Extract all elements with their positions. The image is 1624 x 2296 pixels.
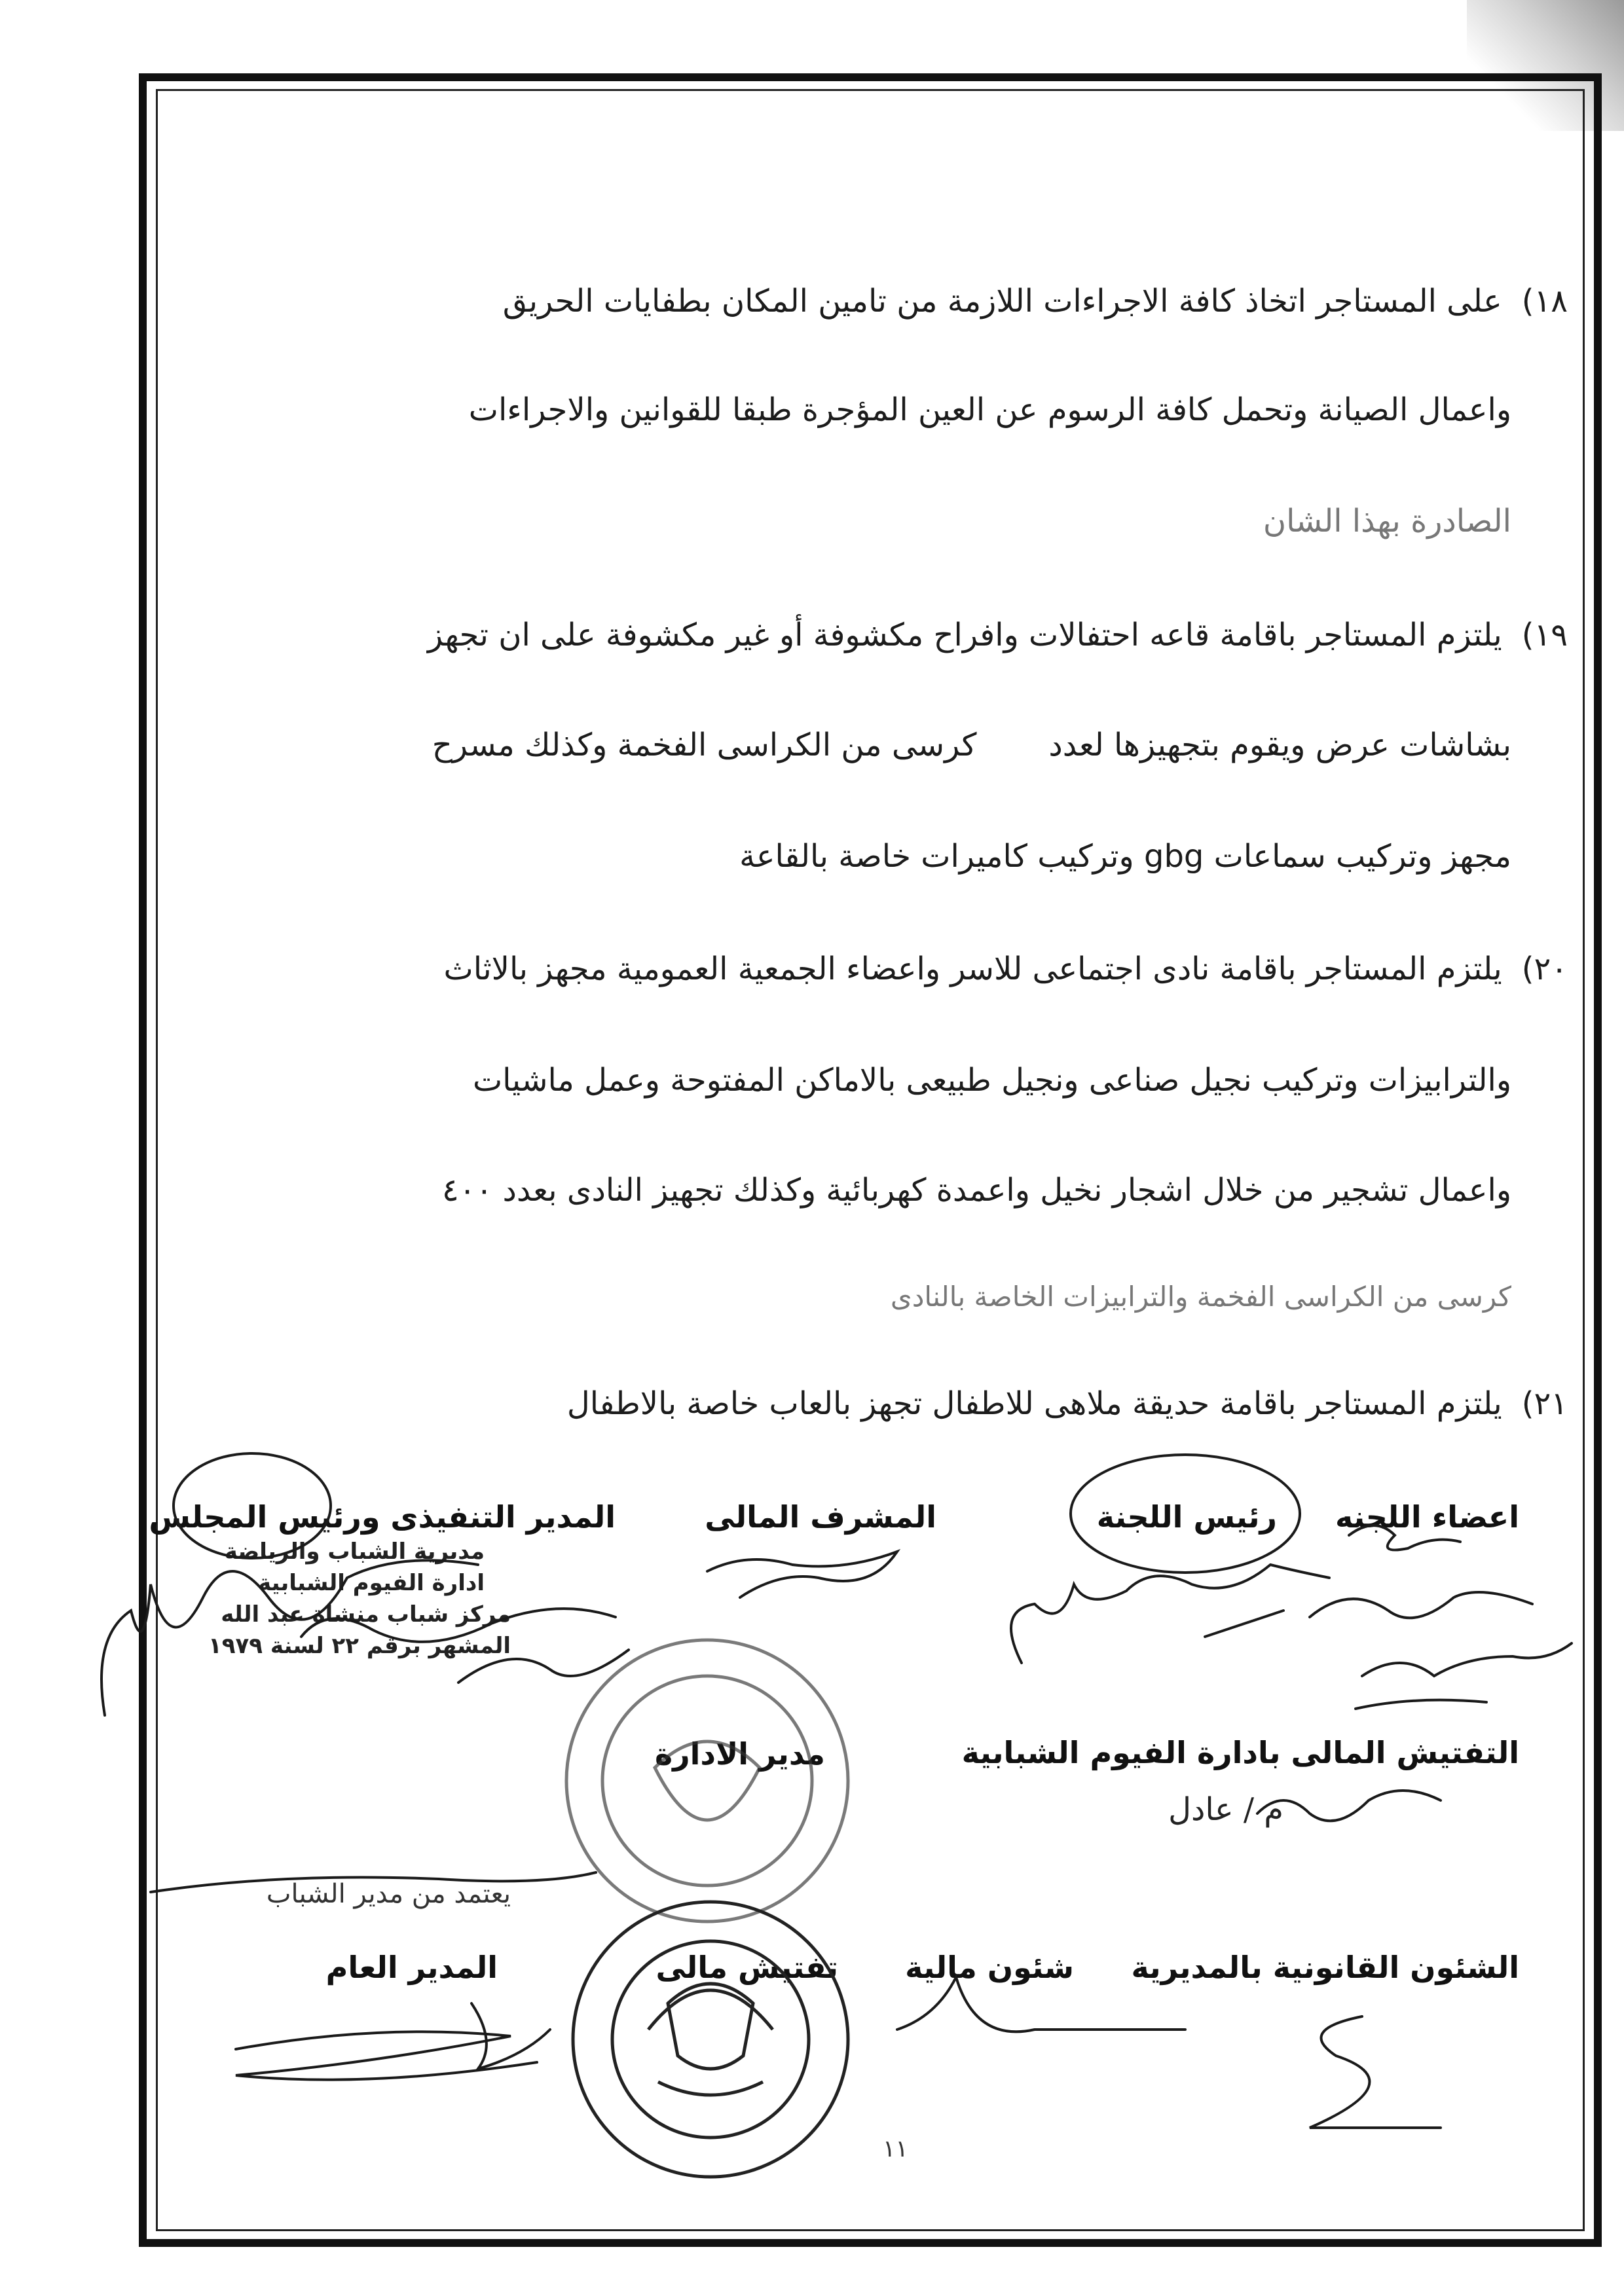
financial-affairs-label: شئون مالية (905, 1950, 1074, 1985)
clause-20-line-4: كرسى من الكراسى الفخمة والترابيزات الخاصة بالنادى (890, 1281, 1511, 1313)
financial-inspection-signature (1257, 1791, 1441, 1821)
clause-number: ١٩) (1521, 617, 1568, 653)
page-number: ١١ (883, 2136, 908, 2162)
clause-number: ٢٠) (1521, 951, 1568, 987)
director-signature (101, 1560, 478, 1715)
committee-member-signature-1 (1349, 1525, 1460, 1550)
committee-member-signature-2 (1310, 1592, 1532, 1618)
eagle-seal-inner (612, 1941, 809, 2138)
handwritten-note-underline (151, 1872, 596, 1892)
stamp-line-2: ادارة الفيوم الشبابية (257, 1570, 485, 1596)
committee-members-label: اعضاء اللجنه (1335, 1499, 1519, 1535)
clause-text: يلتزم المستاجر باقامة حديقة ملاهى للاطفال تجهز بالعاب خاصة بالاطفال (566, 1385, 1502, 1422)
clause-text: كرسى من الكراسى الفخمة وكذلك مسرح (432, 727, 977, 763)
clause-text: على المستاجر اتخاذ كافة الاجراءات اللازمة من تامين المكان بطفايات الحريق (502, 283, 1502, 319)
legal-affairs-signature (1310, 2016, 1441, 2128)
eagle-seal (573, 1902, 848, 2177)
financial-affairs-signature (897, 1977, 1185, 2032)
general-director-signature (236, 2032, 537, 2079)
financial-supervisor-label: المشرف المالى (705, 1499, 936, 1535)
committee-head-circle (1071, 1455, 1300, 1573)
director-circle (174, 1453, 331, 1558)
general-director-label: المدير العام (325, 1950, 498, 1985)
financial-inspection-short-label: تفتيش مالى (655, 1950, 838, 1985)
director-signature-2 (301, 1609, 616, 1642)
admin-manager-label: مدير الادارة (655, 1736, 825, 1772)
inspection-handwritten: م / عادل (1168, 1791, 1283, 1828)
stamp-line-1: مديرية الشباب والرياضة (224, 1539, 485, 1565)
admin-seal-inner (602, 1676, 812, 1886)
clause-18-line-2: واعمال الصيانة وتحمل كافة الرسوم عن العين المؤجرة طبقا للقوانين والاجراءات (468, 392, 1511, 428)
committee-member-signature-3 (1362, 1643, 1572, 1676)
admin-seal-emblem (655, 1741, 760, 1820)
legal-affairs-label: الشئون القانونية بالمديرية (1131, 1950, 1519, 1985)
clause-number: ١٨) (1521, 283, 1568, 319)
clause-text: يلتزم المستاجر باقامة نادى اجتماعى للاسر واعضاء الجمعية العمومية مجهز بالاثاث (443, 951, 1502, 987)
clause-19-line-3: مجهز وتركيب سماعات gbg وتركيب كاميرات خاصة بالقاعة (739, 838, 1511, 875)
financial-supervisor-signature (707, 1552, 897, 1597)
clause-20-line-2: والترابيزات وتركيب نجيل صناعى ونجيل طبيعى بالاماكن المفتوحة وعمل ماشيات (472, 1062, 1511, 1099)
clause-20-line-3: واعمال تشجير من خلال اشجار نخيل واعمدة كهربائية وكذلك تجهيز النادى بعدد ٤٠٠ (441, 1172, 1511, 1209)
clause-text: بشاشات عرض ويقوم بتجهيزها لعدد (1048, 727, 1511, 763)
committee-head-signature (1011, 1565, 1329, 1663)
stamp-line-4: المشهر برقم ٢٢ لسنة ١٩٧٩ (208, 1633, 511, 1659)
stamp-line-3: مركز شباب منشاة عبد الله (221, 1601, 511, 1628)
committee-member-signature-4 (1356, 1700, 1486, 1709)
handwritten-note: يعتمد من مدير الشباب (266, 1879, 511, 1909)
committee-head-label: رئيس اللجنة (1096, 1499, 1277, 1535)
financial-inspection-label: التفتيش المالى بادارة الفيوم الشبابية (961, 1735, 1519, 1770)
admin-seal (566, 1640, 848, 1922)
director-chairman-label: المدير التنفيذى ورئيس المجلس (149, 1499, 616, 1535)
clause-18-line-3: الصادرة بهذا الشان (1263, 503, 1511, 539)
director-signature-3 (458, 1650, 629, 1683)
clause-number: ٢١) (1521, 1385, 1568, 1422)
committee-head-signature-tail (1205, 1611, 1283, 1637)
clause-text: يلتزم المستاجر باقامة قاعه احتفالات وافراح مكشوفة أو غير مكشوفة على ان تجهز (428, 617, 1502, 653)
eagle-emblem (668, 1984, 753, 2069)
